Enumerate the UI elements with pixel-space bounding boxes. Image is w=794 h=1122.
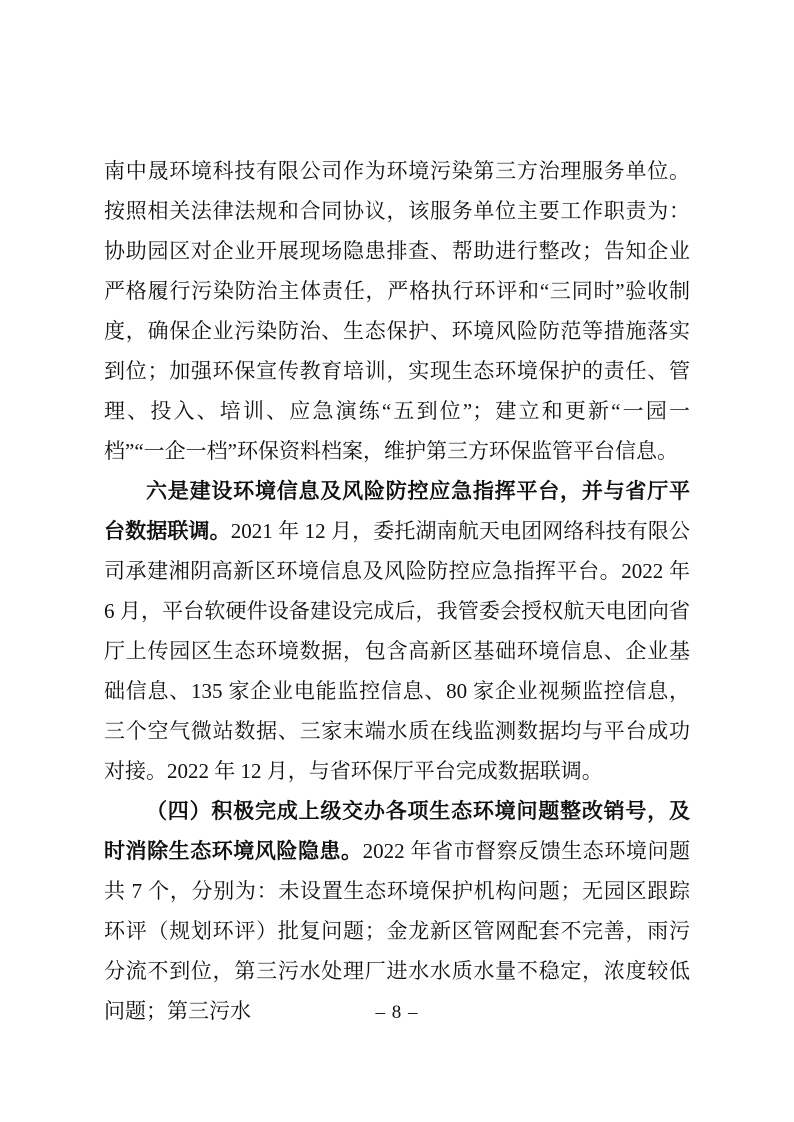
text-run: 2022 年省市督察反馈生态环境问题共 7 个，分别为：未设置生态环境保护机构问题；无园区跟踪环评（规划环评）批复问题；金龙新区管网配套不完善，雨污分流不到位，第三污水处理厂进水水质水量不稳定，浓度较低问题；第三污水 (104, 839, 691, 1023)
text-run: 2021 年 12 月，委托湖南航天电团网络科技有限公司承建湘阴高新区环境信息及风险防控应急指挥平台。2022 年 6 月，平台软硬件设备建设完成后，我管委会授权航天电团向省厅上传园区生态环境数据，包含高新区基础环境信息、企业基础信息、135 家企业电能监控信息、80 家企业视频监控信息，三个空气微站数据、三家末端水质在线监测数据均与平台成功对接。2022 年 12 月，与省环保厅平台完成数据联调。 (104, 519, 690, 783)
paragraph-four-problem-rectification (104, 791, 690, 1031)
bold-text-run: 六是建设环境信息及风险防控应急指挥平台，并与省厅平台数据联调。 (104, 479, 690, 543)
bold-text-run: （四）积极完成上级交办各项生态环境问题整改销号，及时消除生态环境风险隐患。 (104, 799, 690, 863)
text-run: 南中晟环境科技有限公司作为环境污染第三方治理服务单位。按照相关法律法规和合同协议，该服务单位主要工作职责为：协助园区对企业开展现场隐患排查、帮助进行整改；告知企业严格履行污染防治主体责任，严格执行环评和“三同时”验收制度，确保企业污染防治、生态保护、环境风险防范等措施落实到位；加强环保宣传教育培训，实现生态环境保护的责任、管理、投入、培训、应急演练“五到位”；建立和更新“一园一档”“一企一档”环保资料档案，维护第三方环保监管平台信息。 (104, 159, 690, 463)
paragraph-third-party-service (104, 151, 690, 471)
paragraph-six-emergency-platform (104, 471, 690, 791)
document-body (104, 151, 690, 1031)
footer-page-number: – 8 – (375, 1002, 419, 1023)
